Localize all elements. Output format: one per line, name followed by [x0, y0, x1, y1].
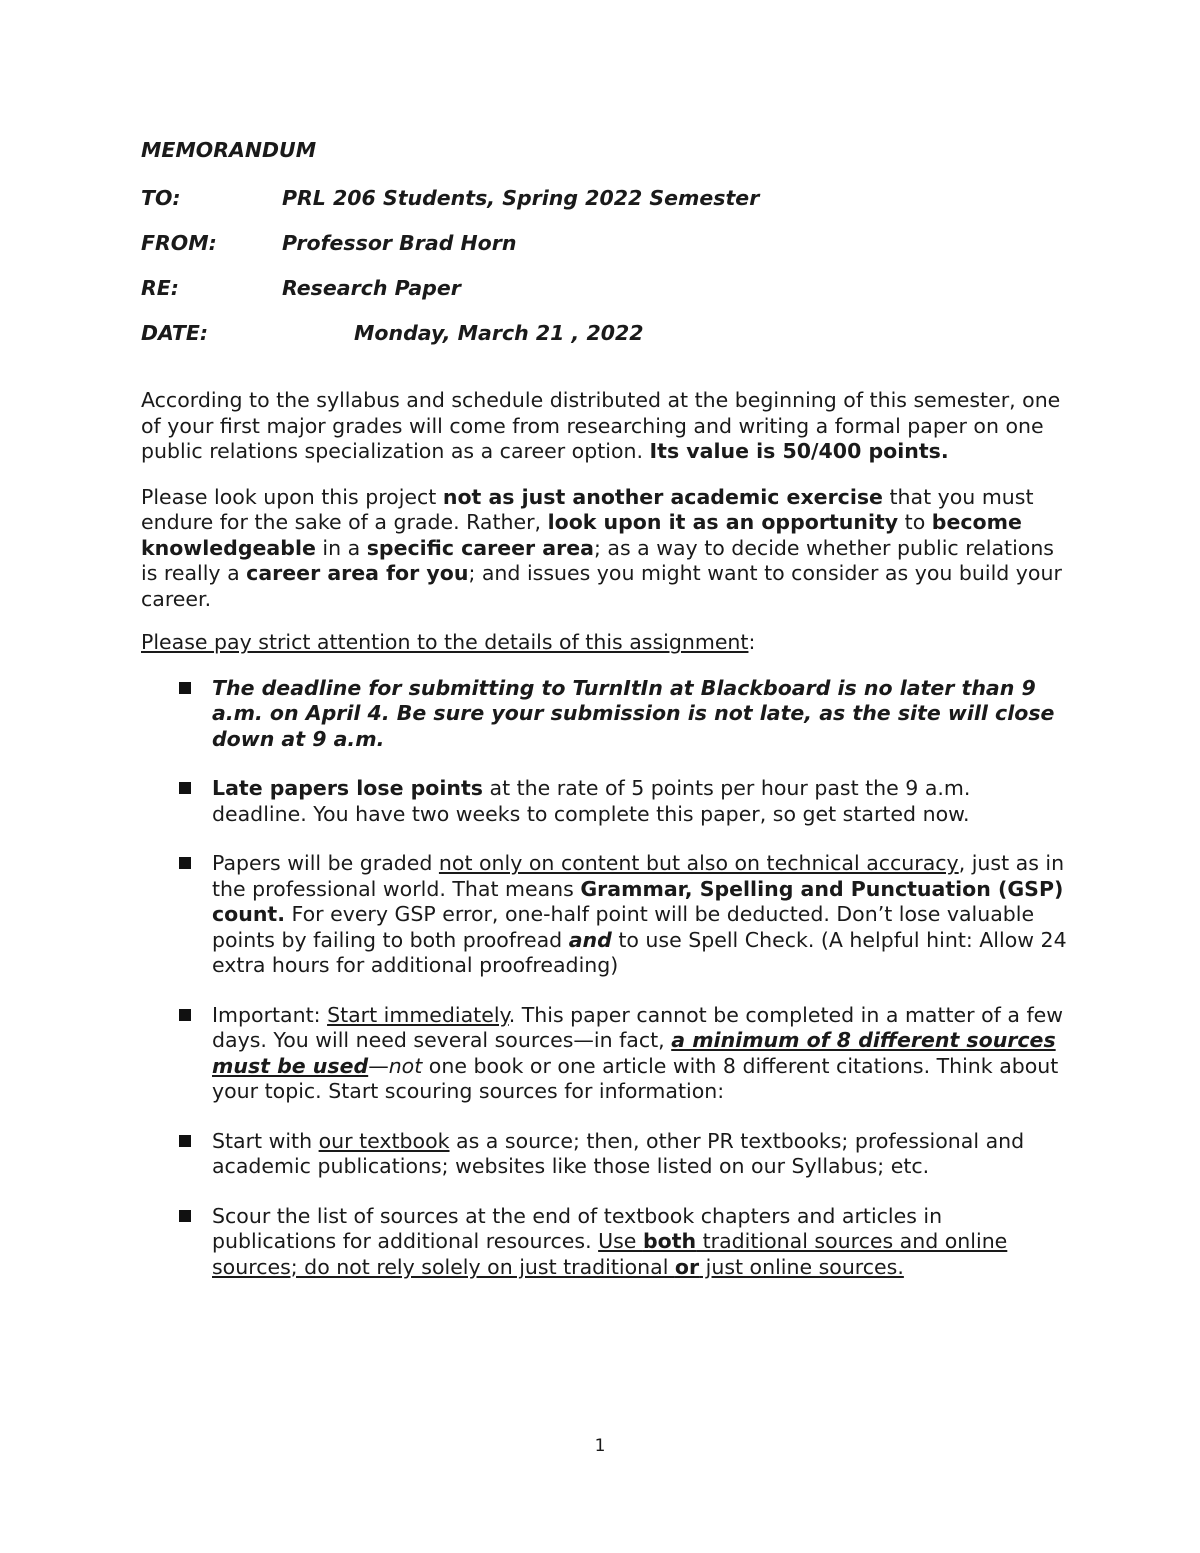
memo-body [141, 138, 1071, 1304]
list-item: Scour the list of sources at the end of textbook chapters and articles in publications for additional resources. Use both traditional sources and online sources; do not rely solely on just traditional or just online sources. [141, 1204, 1071, 1281]
list-item [141, 676, 1071, 753]
list-item: Important: Start immediately. This paper cannot be completed in a matter of a few days. You will need several sources—in fact, a minimum of 8 different sources must be used—not one book or one article with 8 different citations. Think about your topic. Start scouring sources for information: [141, 1003, 1071, 1105]
re-row [141, 276, 1071, 321]
square-bullet-icon [179, 782, 191, 794]
square-bullet-icon [179, 682, 191, 694]
re-value: Research Paper [282, 276, 461, 300]
square-bullet-icon [179, 1009, 191, 1021]
list-item: Late papers lose points at the rate of 5 points per hour past the 9 a.m. deadline. You have two weeks to complete this paper, so get started now. [141, 776, 1071, 827]
list-item: Papers will be graded not only on content but also on technical accuracy, just as in the professional world. That means Grammar, Spelling and Punctuation (GSP) count. For every GSP error, one-half point will be deducted. Don’t lose valuable points by failing to both proofread and to use Spell Check. (A helpful hint: Allow 24 extra hours for additional proofreading) [141, 851, 1071, 979]
square-bullet-icon [179, 1135, 191, 1147]
deadline-text: The deadline for submitting to TurnItIn at Blackboard is no later than 9 a.m. on April 4. Be sure your submission is not late, as the site will close down at 9 a.m. [212, 675, 1055, 751]
assignment-details-list [141, 676, 1071, 1281]
date-value: Monday, March 21 , 2022 [354, 321, 644, 345]
memo-title: MEMORANDUM [141, 138, 317, 162]
from-label: FROM: [141, 231, 217, 255]
details-heading: Please pay strict attention to the details of this assignment: [141, 630, 756, 654]
square-bullet-icon [179, 1210, 191, 1222]
list-item: Start with our textbook as a source; then, other PR textbooks; professional and academic publications; websites like those listed on our Syllabus; etc. [141, 1129, 1071, 1180]
page-number: 1 [594, 1436, 606, 1456]
project-paragraph: Please look upon this project not as just another academic exercise that you must endure for the sake of a grade. Rather, look upon it as an opportunity to become knowledgeable in a specific career area; as a way to decide whether public relations is really a career area for you; and issues you might want to consider as you build your career. [141, 484, 1062, 611]
re-label: RE: [141, 276, 179, 300]
to-row [141, 186, 1071, 231]
to-label: TO: [141, 186, 181, 210]
date-label: DATE: [141, 321, 209, 345]
points-value: Its value is 50/400 points. [649, 439, 949, 463]
from-value: Professor Brad Horn [282, 231, 517, 255]
square-bullet-icon [179, 857, 191, 869]
to-value: PRL 206 Students, Spring 2022 Semester [282, 186, 760, 210]
date-row [141, 321, 1071, 366]
intro-paragraph: According to the syllabus and schedule distributed at the beginning of this semester, one of your first major grades will come from researching and writing a formal paper on one public relations specialization as a career option. Its value is 50/400 points. [141, 388, 1061, 463]
from-row [141, 231, 1071, 276]
